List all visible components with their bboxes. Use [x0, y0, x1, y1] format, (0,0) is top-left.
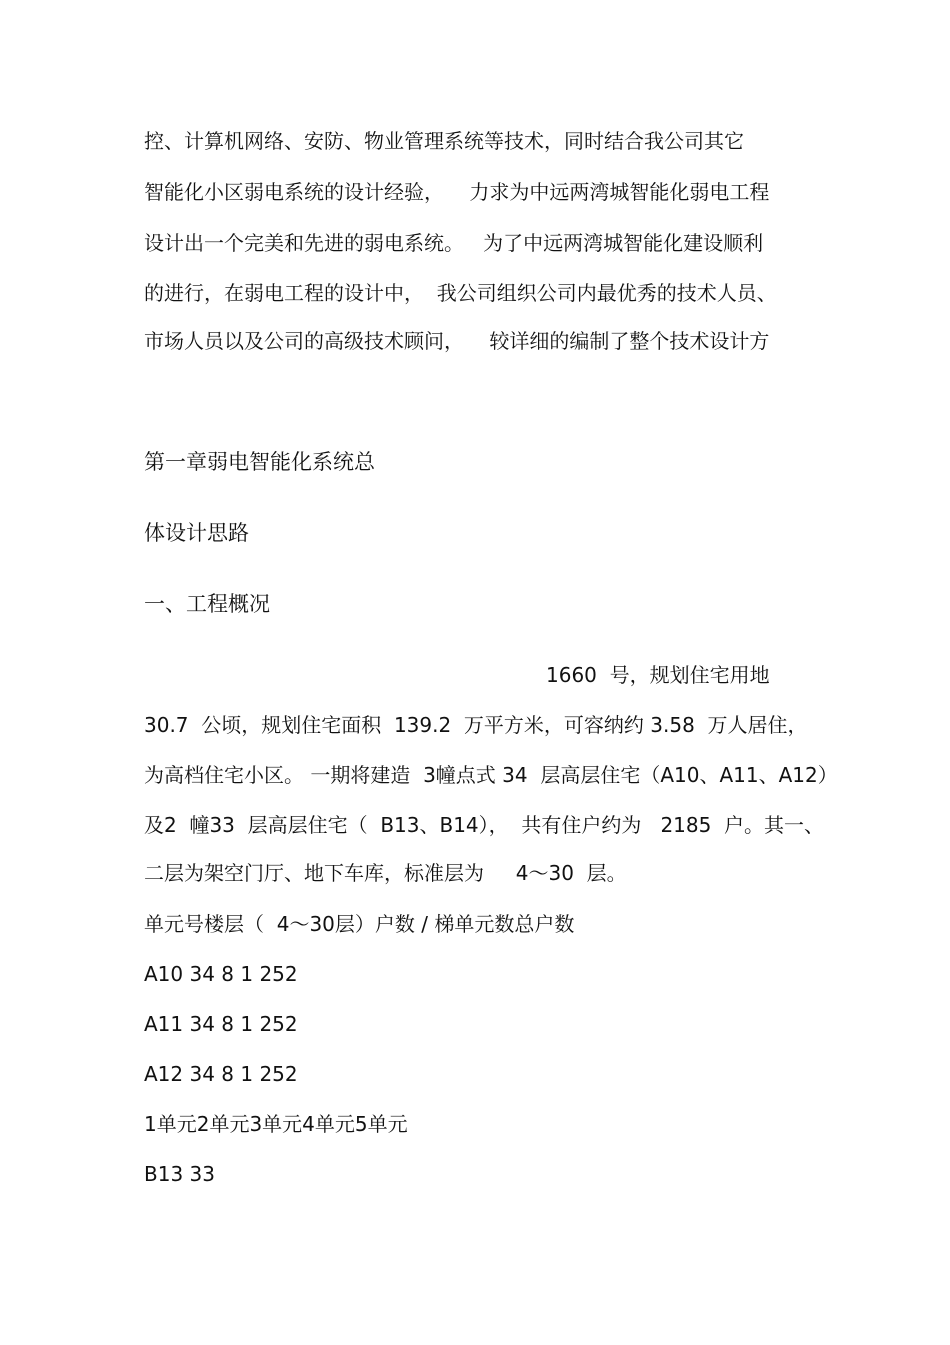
- paragraph-line: 控、计算机网络、安防、物业管理系统等技术，同时结合我公司其它: [144, 129, 744, 153]
- paragraph-line: 市场人员以及公司的高级技术顾问， 较详细的编制了整个技术设计方: [144, 329, 770, 353]
- table-header: 单元号楼层（ 4～30层）户数 / 梯单元数总户数: [144, 912, 575, 936]
- paragraph-line: 设计出一个完美和先进的弱电系统。 为了中远两湾城智能化建设顺利: [144, 231, 764, 255]
- table-row: A12 34 8 1 252: [144, 1062, 298, 1086]
- overview-line: 为高档住宅小区。 一期将建造 3幢点式 34 层高层住宅（A10、A11、A12）: [144, 763, 838, 787]
- chapter-title: 第一章弱电智能化系统总: [144, 450, 375, 474]
- overview-line: 及2 幢33 层高层住宅（ B13、B14）， 共有住户约为 2185 户。其一、: [144, 813, 825, 837]
- paragraph-line: 智能化小区弱电系统的设计经验， 力求为中远两湾城智能化弱电工程: [144, 180, 770, 204]
- table-row: A10 34 8 1 252: [144, 962, 298, 986]
- section-title: 一、工程概况: [144, 592, 270, 616]
- table-row: B13 33: [144, 1162, 215, 1186]
- overview-line: 1660 号，规划住宅用地: [546, 663, 770, 687]
- table-row: A11 34 8 1 252: [144, 1012, 298, 1036]
- paragraph-line: 的进行，在弱电工程的设计中， 我公司组织公司内最优秀的技术人员、: [144, 281, 777, 305]
- overview-line: 30.7 公顷，规划住宅面积 139.2 万平方米，可容纳约 3.58 万人居住，: [144, 713, 808, 737]
- overview-line: 二层为架空门厅、地下车库，标准层为 4～30 层。: [144, 861, 627, 885]
- table-row: 1单元2单元3单元4单元5单元: [144, 1112, 408, 1136]
- chapter-title-continued: 体设计思路: [144, 521, 249, 545]
